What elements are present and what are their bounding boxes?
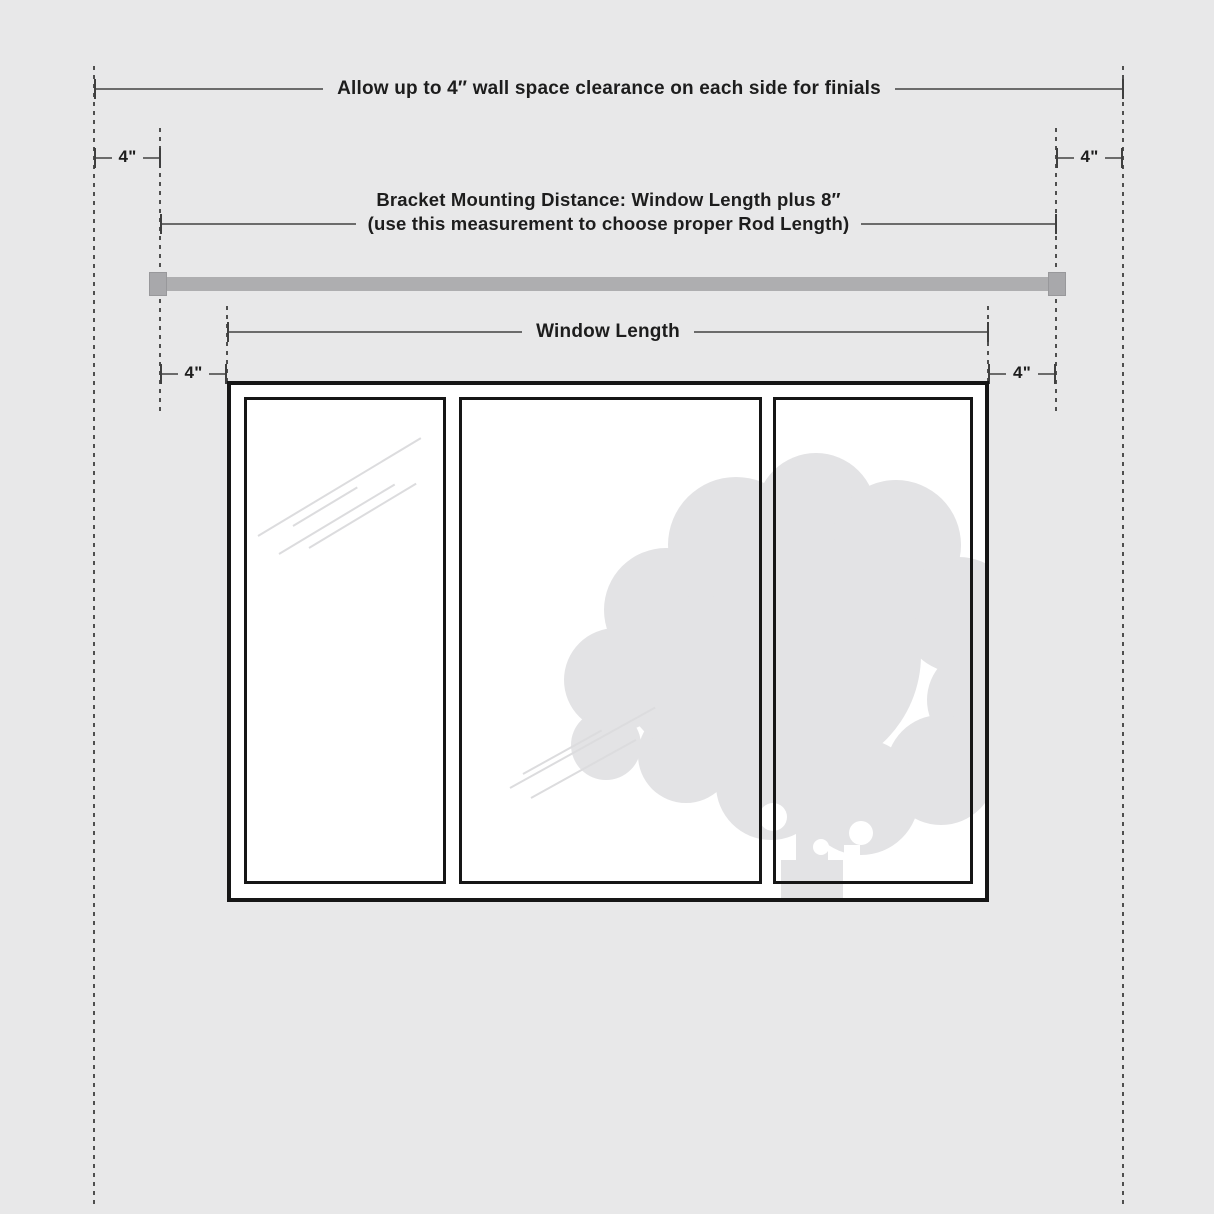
- window-length-label: Window Length: [536, 321, 680, 342]
- dimension-line: [96, 157, 112, 159]
- right-wall-gap-dimension: [1056, 148, 1123, 168]
- four-inch-label: 4": [1080, 147, 1099, 166]
- left-bracket: [149, 272, 167, 296]
- dimension-line: [1058, 157, 1074, 159]
- bracket-distance-dimension: [160, 188, 1057, 236]
- four-inch-label: 4": [184, 363, 203, 382]
- curtain-rod: [155, 277, 1060, 291]
- wall-clearance-dimension: [94, 79, 1124, 99]
- bracket-distance-label-line2: (use this measurement to choose proper Rod Length): [367, 213, 850, 234]
- dimension-line: [162, 373, 178, 375]
- dimension-line: [895, 88, 1122, 90]
- dimension-line: [209, 373, 225, 375]
- dimension-tick: [1121, 148, 1123, 168]
- dimension-tick: [159, 148, 161, 168]
- window-length-dimension: [227, 322, 989, 342]
- dash-line-wall-right: [1122, 66, 1124, 1208]
- dimension-line: [1105, 157, 1121, 159]
- dimension-line: [162, 223, 356, 225]
- four-inch-label: 4": [1013, 363, 1031, 382]
- bracket-distance-label: [356, 188, 862, 236]
- right-window-gap-dimension: [988, 364, 1056, 384]
- dimension-line: [990, 373, 1006, 375]
- dimension-tick: [1122, 79, 1124, 99]
- wall-clearance-label: Allow up to 4″ wall space clearance on each side for finials: [337, 78, 881, 99]
- dimension-tick: [1055, 214, 1057, 234]
- dimension-line: [694, 331, 987, 333]
- dimension-tick: [987, 322, 989, 342]
- four-inch-label: 4": [118, 147, 137, 166]
- dimension-tick: [1054, 364, 1056, 384]
- dimension-line: [861, 223, 1055, 225]
- bracket-distance-label-line1: Bracket Mounting Distance: Window Length plus 8″: [376, 189, 841, 210]
- dimension-line: [96, 88, 323, 90]
- window-pane-left: [244, 397, 446, 884]
- dash-line-wall-left: [93, 66, 95, 1208]
- left-wall-gap-dimension: [94, 148, 161, 168]
- dimension-line: [1038, 373, 1054, 375]
- right-bracket: [1048, 272, 1066, 296]
- dimension-line: [229, 331, 522, 333]
- left-window-gap-dimension: [160, 364, 227, 384]
- dimension-line: [143, 157, 159, 159]
- window-pane-right: [773, 397, 973, 884]
- window-pane-center: [459, 397, 762, 884]
- window-frame: [227, 381, 989, 902]
